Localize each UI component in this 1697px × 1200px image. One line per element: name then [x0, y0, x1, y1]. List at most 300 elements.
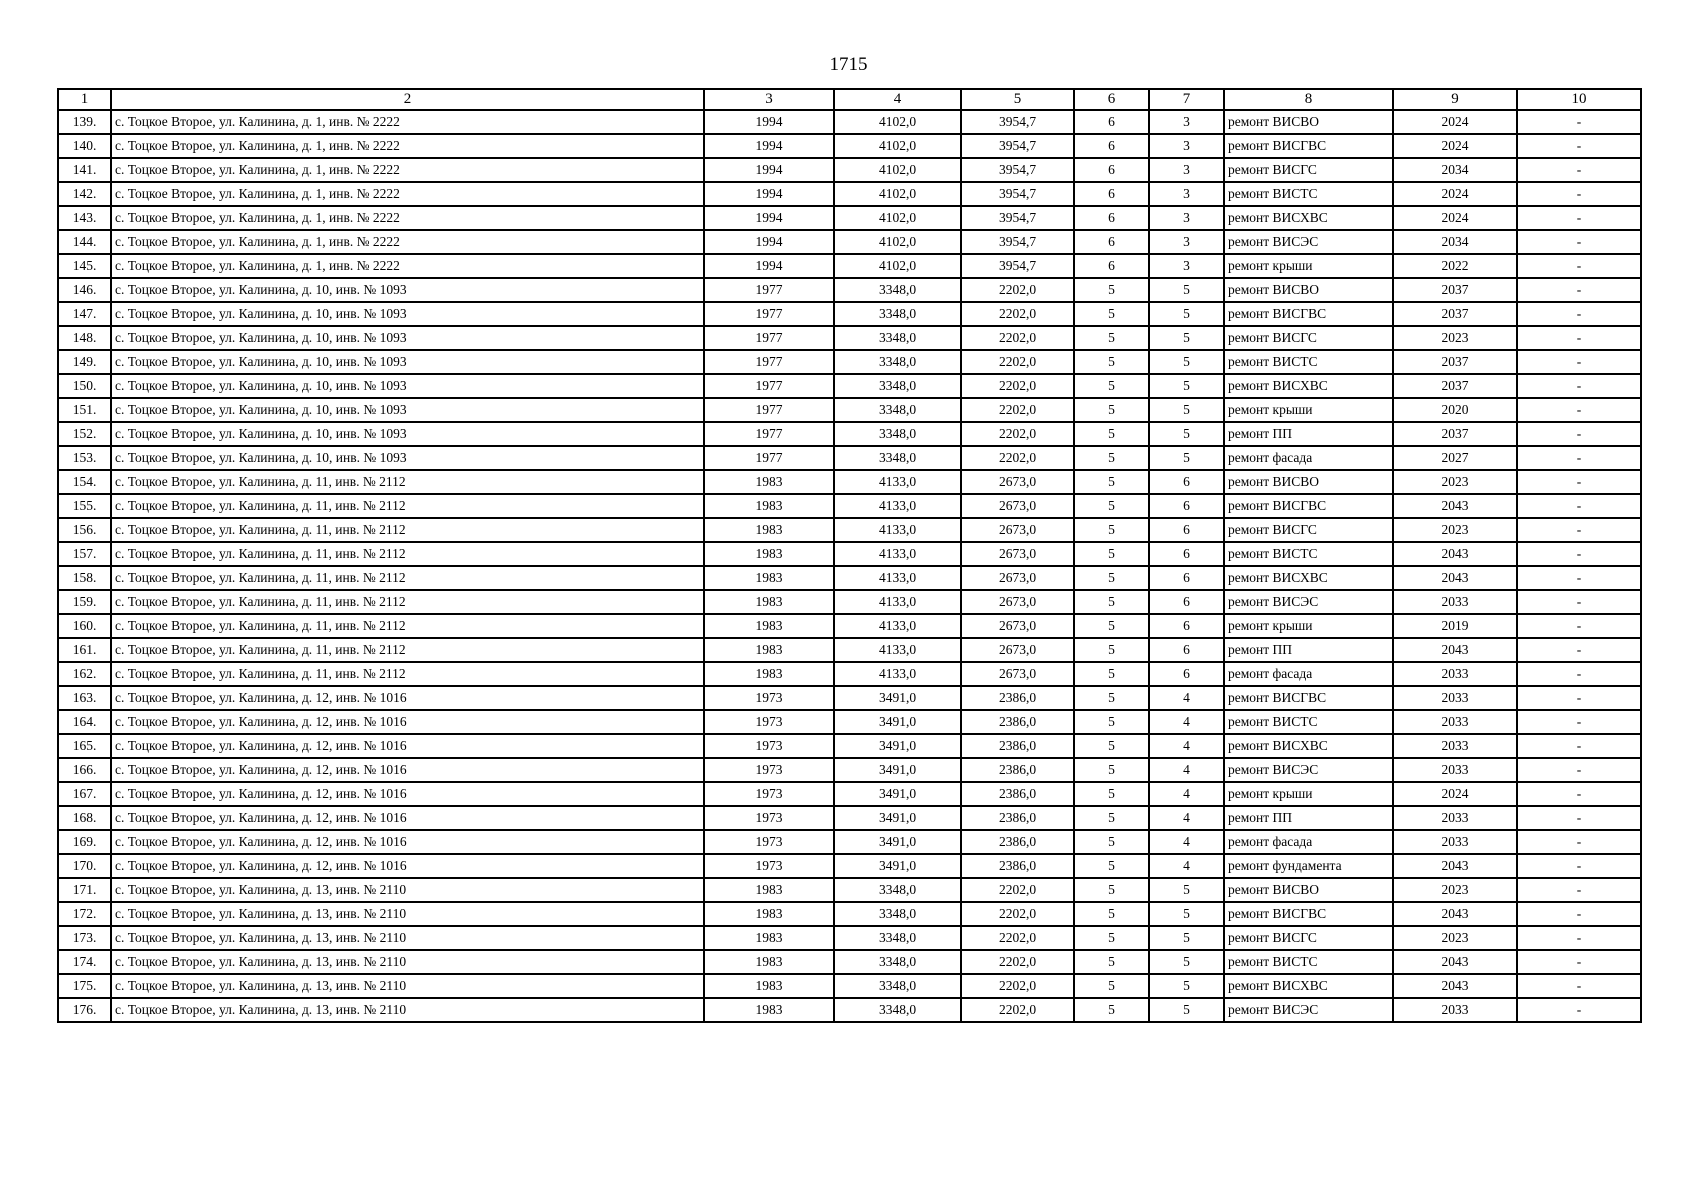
column-10-cell: -	[1517, 734, 1641, 758]
total-area-cell: 3491,0	[834, 806, 961, 830]
row-number: 171.	[58, 878, 111, 902]
work-type-cell: ремонт крыши	[1224, 398, 1393, 422]
table-row	[58, 566, 1641, 590]
living-area-cell: 3954,7	[961, 206, 1074, 230]
column-10-cell: -	[1517, 422, 1641, 446]
table-row	[58, 206, 1641, 230]
column-10-cell: -	[1517, 542, 1641, 566]
column-header: 3	[704, 89, 834, 110]
floors-cell: 5	[1074, 326, 1149, 350]
planned-year-cell: 2043	[1393, 950, 1517, 974]
year-cell: 1973	[704, 686, 834, 710]
living-area-cell: 2202,0	[961, 878, 1074, 902]
year-cell: 1983	[704, 542, 834, 566]
total-area-cell: 4102,0	[834, 158, 961, 182]
floors-cell: 5	[1074, 398, 1149, 422]
address-cell: с. Тоцкое Второе, ул. Калинина, д. 13, инв. № 2110	[111, 902, 704, 926]
row-number: 152.	[58, 422, 111, 446]
entrances-cell: 5	[1149, 374, 1224, 398]
work-type-cell: ремонт ВИСВО	[1224, 110, 1393, 134]
table-row	[58, 182, 1641, 206]
address-cell: с. Тоцкое Второе, ул. Калинина, д. 12, инв. № 1016	[111, 710, 704, 734]
row-number: 157.	[58, 542, 111, 566]
address-cell: с. Тоцкое Второе, ул. Калинина, д. 10, инв. № 1093	[111, 302, 704, 326]
column-10-cell: -	[1517, 398, 1641, 422]
entrances-cell: 3	[1149, 158, 1224, 182]
row-number: 165.	[58, 734, 111, 758]
total-area-cell: 4133,0	[834, 566, 961, 590]
row-number: 144.	[58, 230, 111, 254]
floors-cell: 5	[1074, 518, 1149, 542]
floors-cell: 5	[1074, 902, 1149, 926]
column-header: 6	[1074, 89, 1149, 110]
living-area-cell: 3954,7	[961, 254, 1074, 278]
address-cell: с. Тоцкое Второе, ул. Калинина, д. 11, инв. № 2112	[111, 542, 704, 566]
work-type-cell: ремонт крыши	[1224, 782, 1393, 806]
column-header: 1	[58, 89, 111, 110]
year-cell: 1983	[704, 590, 834, 614]
year-cell: 1994	[704, 254, 834, 278]
table-body	[58, 110, 1641, 1022]
row-number: 168.	[58, 806, 111, 830]
total-area-cell: 3348,0	[834, 278, 961, 302]
work-type-cell: ремонт фасада	[1224, 662, 1393, 686]
column-10-cell: -	[1517, 206, 1641, 230]
column-header: 4	[834, 89, 961, 110]
planned-year-cell: 2033	[1393, 998, 1517, 1022]
table-row	[58, 662, 1641, 686]
work-type-cell: ремонт ВИСГВС	[1224, 686, 1393, 710]
floors-cell: 6	[1074, 134, 1149, 158]
planned-year-cell: 2034	[1393, 230, 1517, 254]
row-number: 164.	[58, 710, 111, 734]
planned-year-cell: 2024	[1393, 110, 1517, 134]
planned-year-cell: 2037	[1393, 350, 1517, 374]
table-row	[58, 470, 1641, 494]
year-cell: 1983	[704, 614, 834, 638]
year-cell: 1983	[704, 470, 834, 494]
total-area-cell: 3348,0	[834, 422, 961, 446]
year-cell: 1977	[704, 326, 834, 350]
total-area-cell: 4102,0	[834, 206, 961, 230]
column-10-cell: -	[1517, 782, 1641, 806]
planned-year-cell: 2019	[1393, 614, 1517, 638]
row-number: 166.	[58, 758, 111, 782]
row-number: 139.	[58, 110, 111, 134]
planned-year-cell: 2023	[1393, 878, 1517, 902]
entrances-cell: 4	[1149, 854, 1224, 878]
address-cell: с. Тоцкое Второе, ул. Калинина, д. 13, инв. № 2110	[111, 974, 704, 998]
floors-cell: 5	[1074, 758, 1149, 782]
work-type-cell: ремонт ВИСЭС	[1224, 998, 1393, 1022]
address-cell: с. Тоцкое Второе, ул. Калинина, д. 11, инв. № 2112	[111, 494, 704, 518]
total-area-cell: 3491,0	[834, 710, 961, 734]
column-10-cell: -	[1517, 326, 1641, 350]
row-number: 174.	[58, 950, 111, 974]
row-number: 162.	[58, 662, 111, 686]
row-number: 173.	[58, 926, 111, 950]
work-type-cell: ремонт ПП	[1224, 422, 1393, 446]
year-cell: 1983	[704, 662, 834, 686]
row-number: 155.	[58, 494, 111, 518]
total-area-cell: 4133,0	[834, 518, 961, 542]
entrances-cell: 5	[1149, 350, 1224, 374]
column-header: 5	[961, 89, 1074, 110]
year-cell: 1977	[704, 446, 834, 470]
year-cell: 1973	[704, 710, 834, 734]
living-area-cell: 2202,0	[961, 446, 1074, 470]
planned-year-cell: 2037	[1393, 278, 1517, 302]
column-header: 8	[1224, 89, 1393, 110]
year-cell: 1983	[704, 494, 834, 518]
row-number: 140.	[58, 134, 111, 158]
floors-cell: 5	[1074, 782, 1149, 806]
work-type-cell: ремонт ВИСГС	[1224, 518, 1393, 542]
address-cell: с. Тоцкое Второе, ул. Калинина, д. 12, инв. № 1016	[111, 806, 704, 830]
total-area-cell: 4133,0	[834, 590, 961, 614]
planned-year-cell: 2043	[1393, 542, 1517, 566]
living-area-cell: 2202,0	[961, 350, 1074, 374]
total-area-cell: 4133,0	[834, 470, 961, 494]
work-type-cell: ремонт ВИСТС	[1224, 710, 1393, 734]
address-cell: с. Тоцкое Второе, ул. Калинина, д. 11, инв. № 2112	[111, 566, 704, 590]
column-header: 9	[1393, 89, 1517, 110]
entrances-cell: 6	[1149, 614, 1224, 638]
address-cell: с. Тоцкое Второе, ул. Калинина, д. 1, инв. № 2222	[111, 134, 704, 158]
floors-cell: 5	[1074, 830, 1149, 854]
address-cell: с. Тоцкое Второе, ул. Калинина, д. 12, инв. № 1016	[111, 734, 704, 758]
entrances-cell: 6	[1149, 662, 1224, 686]
row-number: 145.	[58, 254, 111, 278]
work-type-cell: ремонт ВИСХВС	[1224, 566, 1393, 590]
entrances-cell: 4	[1149, 686, 1224, 710]
living-area-cell: 2673,0	[961, 614, 1074, 638]
table-row	[58, 854, 1641, 878]
planned-year-cell: 2020	[1393, 398, 1517, 422]
total-area-cell: 3491,0	[834, 830, 961, 854]
table-row	[58, 926, 1641, 950]
year-cell: 1983	[704, 974, 834, 998]
floors-cell: 5	[1074, 950, 1149, 974]
living-area-cell: 2673,0	[961, 638, 1074, 662]
table-row	[58, 158, 1641, 182]
table-row	[58, 422, 1641, 446]
table-row	[58, 110, 1641, 134]
floors-cell: 5	[1074, 854, 1149, 878]
planned-year-cell: 2043	[1393, 566, 1517, 590]
table-row	[58, 374, 1641, 398]
column-header: 10	[1517, 89, 1641, 110]
column-10-cell: -	[1517, 758, 1641, 782]
year-cell: 1977	[704, 374, 834, 398]
year-cell: 1973	[704, 734, 834, 758]
planned-year-cell: 2024	[1393, 782, 1517, 806]
address-cell: с. Тоцкое Второе, ул. Калинина, д. 10, инв. № 1093	[111, 326, 704, 350]
entrances-cell: 6	[1149, 590, 1224, 614]
work-type-cell: ремонт ВИСХВС	[1224, 974, 1393, 998]
year-cell: 1983	[704, 926, 834, 950]
work-type-cell: ремонт ВИСЭС	[1224, 230, 1393, 254]
living-area-cell: 2673,0	[961, 518, 1074, 542]
living-area-cell: 3954,7	[961, 230, 1074, 254]
entrances-cell: 6	[1149, 494, 1224, 518]
entrances-cell: 3	[1149, 254, 1224, 278]
address-cell: с. Тоцкое Второе, ул. Калинина, д. 1, инв. № 2222	[111, 110, 704, 134]
floors-cell: 6	[1074, 182, 1149, 206]
column-10-cell: -	[1517, 494, 1641, 518]
living-area-cell: 2202,0	[961, 926, 1074, 950]
planned-year-cell: 2033	[1393, 758, 1517, 782]
address-cell: с. Тоцкое Второе, ул. Калинина, д. 13, инв. № 2110	[111, 950, 704, 974]
address-cell: с. Тоцкое Второе, ул. Калинина, д. 12, инв. № 1016	[111, 782, 704, 806]
work-type-cell: ремонт ВИСТС	[1224, 950, 1393, 974]
address-cell: с. Тоцкое Второе, ул. Калинина, д. 1, инв. № 2222	[111, 254, 704, 278]
entrances-cell: 5	[1149, 974, 1224, 998]
planned-year-cell: 2027	[1393, 446, 1517, 470]
living-area-cell: 2673,0	[961, 590, 1074, 614]
entrances-cell: 6	[1149, 542, 1224, 566]
table-row	[58, 950, 1641, 974]
total-area-cell: 3491,0	[834, 854, 961, 878]
table-row	[58, 398, 1641, 422]
year-cell: 1973	[704, 854, 834, 878]
year-cell: 1977	[704, 398, 834, 422]
living-area-cell: 2386,0	[961, 758, 1074, 782]
table-row	[58, 590, 1641, 614]
work-type-cell: ремонт ПП	[1224, 638, 1393, 662]
living-area-cell: 2673,0	[961, 470, 1074, 494]
work-type-cell: ремонт ВИСЭС	[1224, 758, 1393, 782]
living-area-cell: 2386,0	[961, 782, 1074, 806]
work-type-cell: ремонт ВИСВО	[1224, 470, 1393, 494]
living-area-cell: 2386,0	[961, 734, 1074, 758]
column-10-cell: -	[1517, 230, 1641, 254]
floors-cell: 5	[1074, 662, 1149, 686]
work-type-cell: ремонт ВИСХВС	[1224, 734, 1393, 758]
work-type-cell: ремонт ВИСГВС	[1224, 134, 1393, 158]
work-type-cell: ремонт ВИСГВС	[1224, 302, 1393, 326]
planned-year-cell: 2023	[1393, 326, 1517, 350]
entrances-cell: 3	[1149, 110, 1224, 134]
address-cell: с. Тоцкое Второе, ул. Калинина, д. 1, инв. № 2222	[111, 182, 704, 206]
table-row	[58, 806, 1641, 830]
planned-year-cell: 2033	[1393, 710, 1517, 734]
work-type-cell: ремонт ВИСЭС	[1224, 590, 1393, 614]
address-cell: с. Тоцкое Второе, ул. Калинина, д. 13, инв. № 2110	[111, 926, 704, 950]
table-row	[58, 278, 1641, 302]
row-number: 154.	[58, 470, 111, 494]
total-area-cell: 3348,0	[834, 926, 961, 950]
address-cell: с. Тоцкое Второе, ул. Калинина, д. 10, инв. № 1093	[111, 374, 704, 398]
table-row	[58, 446, 1641, 470]
column-10-cell: -	[1517, 566, 1641, 590]
entrances-cell: 4	[1149, 758, 1224, 782]
column-10-cell: -	[1517, 374, 1641, 398]
entrances-cell: 5	[1149, 422, 1224, 446]
planned-year-cell: 2024	[1393, 206, 1517, 230]
address-cell: с. Тоцкое Второе, ул. Калинина, д. 11, инв. № 2112	[111, 518, 704, 542]
planned-year-cell: 2043	[1393, 494, 1517, 518]
living-area-cell: 2202,0	[961, 974, 1074, 998]
living-area-cell: 2202,0	[961, 398, 1074, 422]
total-area-cell: 3348,0	[834, 974, 961, 998]
work-type-cell: ремонт ВИСТС	[1224, 542, 1393, 566]
planned-year-cell: 2034	[1393, 158, 1517, 182]
row-number: 172.	[58, 902, 111, 926]
year-cell: 1983	[704, 566, 834, 590]
row-number: 146.	[58, 278, 111, 302]
column-10-cell: -	[1517, 350, 1641, 374]
row-number: 147.	[58, 302, 111, 326]
floors-cell: 5	[1074, 878, 1149, 902]
planned-year-cell: 2024	[1393, 134, 1517, 158]
work-type-cell: ремонт ВИСГС	[1224, 926, 1393, 950]
floors-cell: 5	[1074, 566, 1149, 590]
address-cell: с. Тоцкое Второе, ул. Калинина, д. 11, инв. № 2112	[111, 662, 704, 686]
work-type-cell: ремонт ПП	[1224, 806, 1393, 830]
living-area-cell: 2673,0	[961, 494, 1074, 518]
address-cell: с. Тоцкое Второе, ул. Калинина, д. 10, инв. № 1093	[111, 398, 704, 422]
address-cell: с. Тоцкое Второе, ул. Калинина, д. 13, инв. № 2110	[111, 998, 704, 1022]
living-area-cell: 2202,0	[961, 998, 1074, 1022]
column-10-cell: -	[1517, 278, 1641, 302]
table-row	[58, 326, 1641, 350]
floors-cell: 5	[1074, 278, 1149, 302]
total-area-cell: 3348,0	[834, 998, 961, 1022]
living-area-cell: 2202,0	[961, 278, 1074, 302]
table-row	[58, 782, 1641, 806]
column-10-cell: -	[1517, 518, 1641, 542]
address-cell: с. Тоцкое Второе, ул. Калинина, д. 11, инв. № 2112	[111, 470, 704, 494]
floors-cell: 5	[1074, 374, 1149, 398]
total-area-cell: 4102,0	[834, 134, 961, 158]
year-cell: 1973	[704, 782, 834, 806]
entrances-cell: 4	[1149, 806, 1224, 830]
floors-cell: 6	[1074, 230, 1149, 254]
floors-cell: 5	[1074, 638, 1149, 662]
column-header: 7	[1149, 89, 1224, 110]
row-number: 167.	[58, 782, 111, 806]
table-row	[58, 254, 1641, 278]
table-row	[58, 638, 1641, 662]
total-area-cell: 3491,0	[834, 782, 961, 806]
row-number: 150.	[58, 374, 111, 398]
year-cell: 1977	[704, 350, 834, 374]
total-area-cell: 4102,0	[834, 182, 961, 206]
year-cell: 1983	[704, 902, 834, 926]
year-cell: 1994	[704, 158, 834, 182]
year-cell: 1977	[704, 302, 834, 326]
living-area-cell: 3954,7	[961, 134, 1074, 158]
column-10-cell: -	[1517, 302, 1641, 326]
planned-year-cell: 2033	[1393, 830, 1517, 854]
address-cell: с. Тоцкое Второе, ул. Калинина, д. 11, инв. № 2112	[111, 638, 704, 662]
column-10-cell: -	[1517, 134, 1641, 158]
column-10-cell: -	[1517, 854, 1641, 878]
year-cell: 1977	[704, 422, 834, 446]
planned-year-cell: 2033	[1393, 662, 1517, 686]
column-10-cell: -	[1517, 806, 1641, 830]
living-area-cell: 2386,0	[961, 830, 1074, 854]
row-number: 149.	[58, 350, 111, 374]
planned-year-cell: 2037	[1393, 302, 1517, 326]
entrances-cell: 5	[1149, 326, 1224, 350]
entrances-cell: 4	[1149, 734, 1224, 758]
planned-year-cell: 2022	[1393, 254, 1517, 278]
row-number: 176.	[58, 998, 111, 1022]
column-10-cell: -	[1517, 974, 1641, 998]
table-row	[58, 830, 1641, 854]
row-number: 148.	[58, 326, 111, 350]
living-area-cell: 3954,7	[961, 110, 1074, 134]
entrances-cell: 3	[1149, 230, 1224, 254]
year-cell: 1983	[704, 638, 834, 662]
column-10-cell: -	[1517, 926, 1641, 950]
year-cell: 1994	[704, 182, 834, 206]
column-10-cell: -	[1517, 446, 1641, 470]
floors-cell: 5	[1074, 302, 1149, 326]
entrances-cell: 6	[1149, 638, 1224, 662]
address-cell: с. Тоцкое Второе, ул. Калинина, д. 1, инв. № 2222	[111, 206, 704, 230]
column-header: 2	[111, 89, 704, 110]
total-area-cell: 4133,0	[834, 638, 961, 662]
table-row	[58, 878, 1641, 902]
column-10-cell: -	[1517, 470, 1641, 494]
table-row	[58, 998, 1641, 1022]
table-row	[58, 614, 1641, 638]
entrances-cell: 3	[1149, 134, 1224, 158]
table-row	[58, 686, 1641, 710]
planned-year-cell: 2024	[1393, 182, 1517, 206]
row-number: 161.	[58, 638, 111, 662]
year-cell: 1994	[704, 110, 834, 134]
table-row	[58, 134, 1641, 158]
row-number: 160.	[58, 614, 111, 638]
total-area-cell: 4102,0	[834, 254, 961, 278]
total-area-cell: 4133,0	[834, 494, 961, 518]
living-area-cell: 3954,7	[961, 158, 1074, 182]
living-area-cell: 2202,0	[961, 326, 1074, 350]
living-area-cell: 2386,0	[961, 806, 1074, 830]
year-cell: 1973	[704, 830, 834, 854]
row-number: 159.	[58, 590, 111, 614]
row-number: 169.	[58, 830, 111, 854]
floors-cell: 5	[1074, 350, 1149, 374]
column-10-cell: -	[1517, 254, 1641, 278]
work-type-cell: ремонт ВИСГВС	[1224, 494, 1393, 518]
column-10-cell: -	[1517, 878, 1641, 902]
row-number: 142.	[58, 182, 111, 206]
row-number: 175.	[58, 974, 111, 998]
entrances-cell: 5	[1149, 998, 1224, 1022]
floors-cell: 5	[1074, 422, 1149, 446]
table-row	[58, 302, 1641, 326]
living-area-cell: 2673,0	[961, 542, 1074, 566]
floors-cell: 6	[1074, 110, 1149, 134]
work-type-cell: ремонт фасада	[1224, 446, 1393, 470]
planned-year-cell: 2043	[1393, 854, 1517, 878]
column-10-cell: -	[1517, 614, 1641, 638]
planned-year-cell: 2043	[1393, 638, 1517, 662]
address-cell: с. Тоцкое Второе, ул. Калинина, д. 12, инв. № 1016	[111, 686, 704, 710]
total-area-cell: 3491,0	[834, 734, 961, 758]
planned-year-cell: 2033	[1393, 734, 1517, 758]
entrances-cell: 3	[1149, 206, 1224, 230]
total-area-cell: 3348,0	[834, 878, 961, 902]
header-row	[58, 89, 1641, 110]
table-row	[58, 518, 1641, 542]
year-cell: 1983	[704, 998, 834, 1022]
